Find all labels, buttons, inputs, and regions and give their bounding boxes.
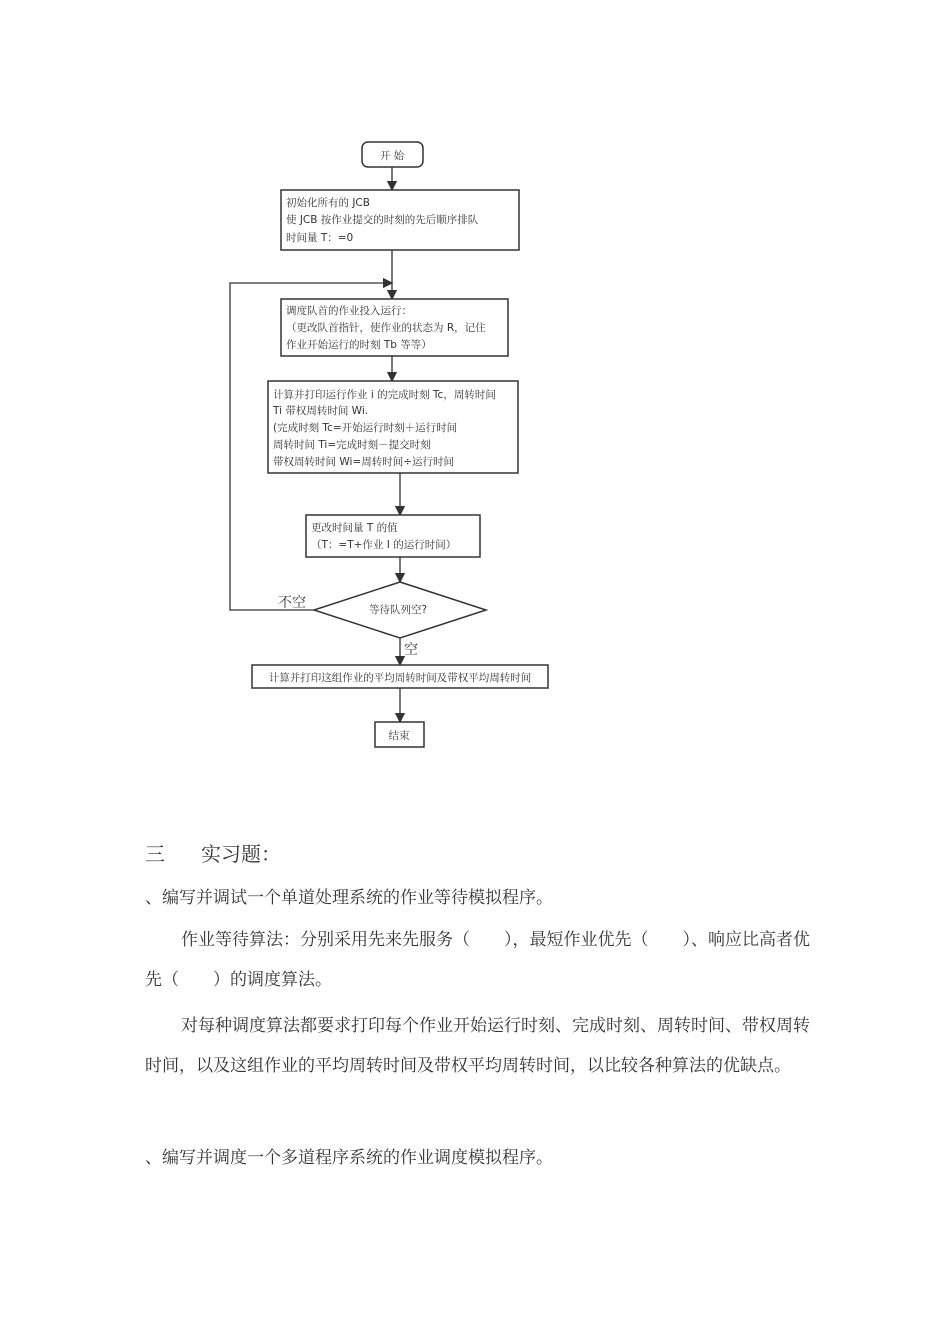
- update-node: [306, 515, 480, 557]
- svg-text:(完成时刻 Tc=开始运行时刻＋运行时间: (完成时刻 Tc=开始运行时刻＋运行时间: [273, 422, 458, 434]
- svg-text:计算并打印运行作业 i 的完成时刻 Tc，周转时间: 计算并打印运行作业 i 的完成时刻 Tc，周转时间: [273, 389, 496, 401]
- decision-node: [314, 582, 486, 638]
- svg-text:作业开始运行的时刻 Tb 等等）: 作业开始运行的时刻 Tb 等等）: [286, 339, 432, 351]
- start-node: [362, 142, 423, 167]
- paragraph-requirements: 对每种调度算法都要求打印每个作业开始运行时刻、完成时刻、周转时间、带权周转时间，以及这组作业的平均周转时间及带权平均周转时间，以比较各种算法的优缺点。: [145, 1016, 810, 1076]
- svg-text:（更改队首指针，使作业的状态为 R，记住: （更改队首指针，使作业的状态为 R，记住: [286, 322, 486, 334]
- section-heading: [145, 838, 281, 867]
- paragraph-algorithms: 作业等待算法：分别采用先来先服务（ ），最短作业优先（ ）、响应比高者优先（ ）的调度算法。: [145, 930, 810, 990]
- svg-text:时间量 T：=0: 时间量 T：=0: [286, 232, 354, 244]
- paragraph-task-2: 、编写并调度一个多道程序系统的作业调度模拟程序。: [145, 1148, 553, 1168]
- svg-text:（T：=T+作业 I 的运行时间）: （T：=T+作业 I 的运行时间）: [311, 539, 457, 551]
- svg-text:开 始: 开 始: [379, 150, 405, 162]
- paragraph-task-1: 、编写并调试一个单道处理系统的作业等待模拟程序。: [145, 888, 553, 908]
- dispatch-node: [281, 299, 508, 356]
- section-number: 三: [145, 842, 165, 866]
- svg-text:初始化所有的 JCB: 初始化所有的 JCB: [286, 197, 370, 209]
- svg-text:调度队首的作业投入运行：: 调度队首的作业投入运行：: [286, 305, 412, 317]
- svg-text:结束: 结束: [388, 730, 410, 742]
- svg-text:使 JCB 按作业提交的时刻的先后顺序排队: 使 JCB 按作业提交的时刻的先后顺序排队: [286, 214, 479, 226]
- average-node: [252, 665, 548, 688]
- svg-text:带权周转时间 Wi=周转时间÷运行时间: 带权周转时间 Wi=周转时间÷运行时间: [273, 456, 455, 468]
- svg-text:Ti 带权周转时间 Wi.: Ti 带权周转时间 Wi.: [273, 405, 369, 417]
- svg-text:等待队列空?: 等待队列空?: [368, 604, 428, 616]
- init-node: [281, 190, 519, 250]
- svg-text:计算并打印这组作业的平均周转时间及带权平均周转时间: 计算并打印这组作业的平均周转时间及带权平均周转时间: [268, 672, 532, 684]
- svg-text:更改时间量 T 的值: 更改时间量 T 的值: [311, 522, 398, 534]
- label-empty: 空: [404, 642, 418, 658]
- compute-node: [268, 381, 518, 473]
- label-not-empty: 不空: [278, 595, 306, 611]
- end-node: [375, 722, 424, 747]
- section-title: 实习题：: [201, 842, 281, 866]
- svg-text:周转时间 Ti=完成时刻－提交时刻: 周转时间 Ti=完成时刻－提交时刻: [273, 439, 431, 451]
